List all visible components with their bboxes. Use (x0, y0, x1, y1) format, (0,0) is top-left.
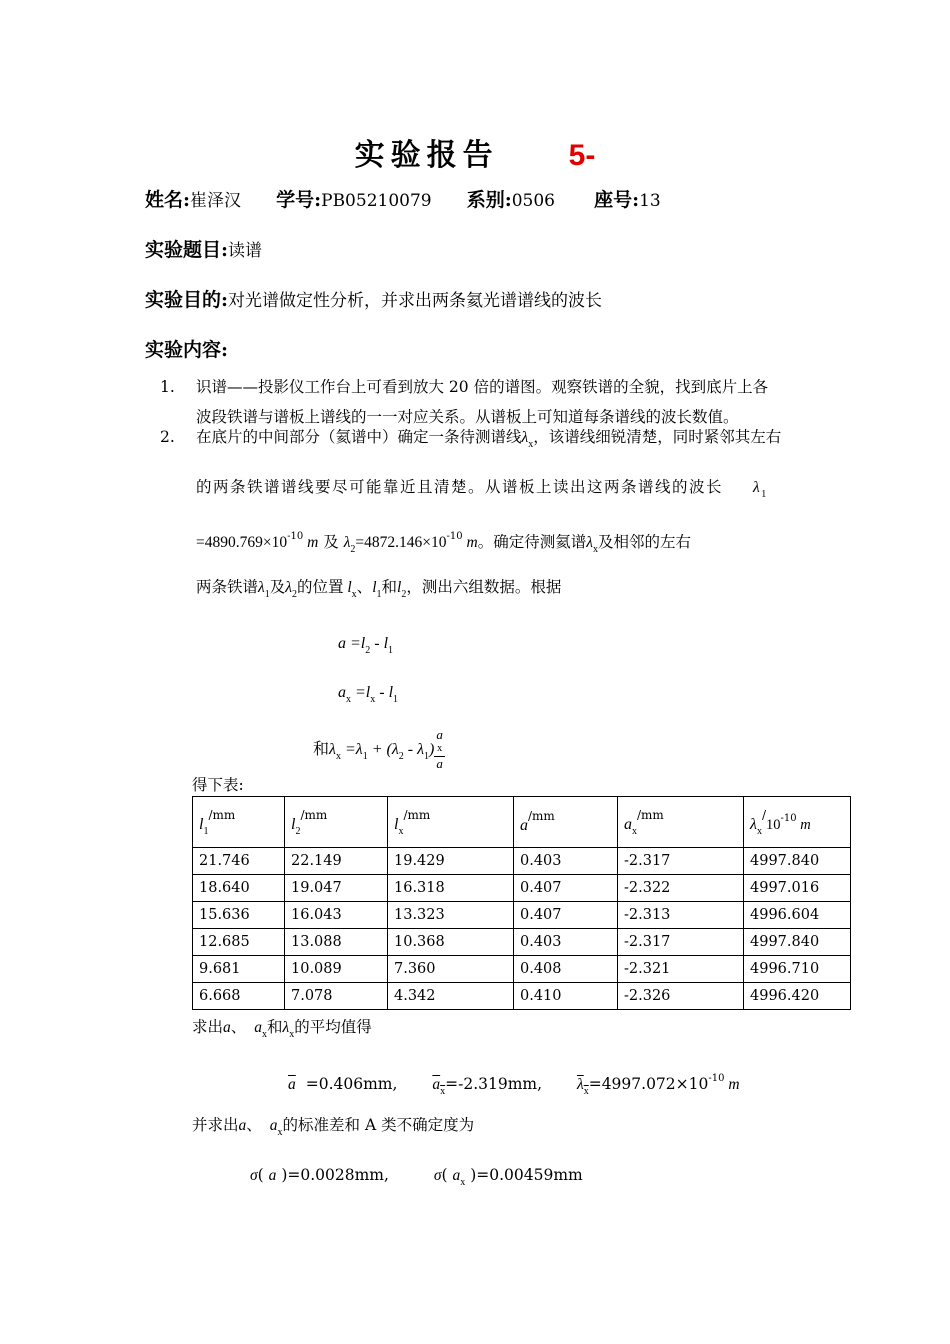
seat-label: 座号: (594, 189, 640, 211)
table-row: 18.640 19.047 16.318 0.407 -2.322 4997.016 (193, 875, 851, 902)
col-ax: $a_x^{/mm}$ (618, 797, 744, 848)
std-intro: 并求出a、 $a_x$的标准差和 A 类不确定度为 (192, 1116, 475, 1138)
table-row: 12.685 13.088 10.368 0.403 -2.317 4997.840 (193, 929, 851, 956)
dept-value: 0506 (511, 191, 555, 211)
table-row: 6.668 7.078 4.342 0.410 -2.326 4996.420 (193, 983, 851, 1010)
student-info (145, 185, 661, 212)
col-l2: $l_2^{/mm}$ (285, 797, 388, 848)
col-lx: $l_x^{/mm}$ (388, 797, 514, 848)
page-title (0, 130, 950, 174)
content-heading: 实验内容: (145, 339, 229, 361)
col-lambda-x: $\lambda_x^/10^{-10}$ m (744, 797, 851, 848)
topic-line (145, 235, 262, 262)
purpose-label: 实验目的: (145, 289, 229, 311)
id-value: PB05210079 (321, 191, 432, 211)
report-number: 5- (568, 139, 596, 172)
formula-lambda: 和$\lambda_x =\lambda_1 + (\lambda_2 - \lambda_1)$ a x a (313, 727, 443, 771)
table-intro: 得下表: (192, 776, 244, 794)
purpose-line (145, 285, 602, 312)
formula-a: $a =l_2 - l_1$ (338, 635, 394, 656)
topic-label: 实验题目: (145, 239, 229, 261)
formula-ax: $a_x =l_x - l_1$ (338, 684, 399, 705)
item-2-line-2: 的两条铁谱谱线要尽可能靠近且清楚。从谱板上读出这两条谱线的波长 $\lambda_1$ (196, 478, 768, 500)
purpose-value: 对光谱做定性分析，并求出两条氦光谱谱线的波长 (228, 291, 603, 311)
col-a: $a^{/mm}$ (514, 797, 618, 848)
item-2: 2. 在底片的中间部分（氦谱中）确定一条待测谱线$\lambda_x$，该谱线细锐清楚，同时紧邻其左右 (160, 428, 782, 450)
avg-values: $\overline{a} =0.406mm$, $a_x=-2.319mm$, $\lambda_x=4997.072\times 10^{-10}$ m (288, 1073, 740, 1097)
data-table (192, 796, 851, 1010)
avg-intro: 求出a、 $a_x$和$\lambda_x$的平均值得 (192, 1018, 372, 1040)
title-text: 实验报告 (354, 138, 499, 173)
item-2-line-3: $=4890.769\times 10^{-10}$ m 及 $\lambda_2=4872.146\times 10^{-10}$ m。确定待测氦谱$\lambda_x$及相邻的左右 (196, 531, 691, 555)
table-header-row (193, 797, 851, 848)
table-row: 21.746 22.149 19.429 0.403 -2.317 4997.840 (193, 848, 851, 875)
col-l1: $l_1^{/mm}$ (193, 797, 285, 848)
std-values: σ( a )=0.0028mm, σ( $a_x$ )=0.00459mm (250, 1166, 583, 1188)
table-row: 15.636 16.043 13.323 0.407 -2.313 4996.604 (193, 902, 851, 929)
item-2-line-4: 两条铁谱$\lambda_1$及$\lambda_2$的位置 $l_x$、$l_1$和$l_2$，测出六组数据。根据 (196, 578, 562, 600)
dept-label: 系别: (466, 189, 512, 211)
table-row: 9.681 10.089 7.360 0.408 -2.321 4996.710 (193, 956, 851, 983)
name-label: 姓名: (145, 189, 191, 211)
name-value: 崔泽汉 (190, 191, 242, 211)
topic-value: 读谱 (228, 241, 263, 261)
id-label: 学号: (276, 189, 322, 211)
item-1: 1. 识谱——投影仪工作台上可看到放大 20 倍的谱图。观察铁谱的全貌，找到底片上各 波段铁谱与谱板上谱线的一一对应关系。从谱板上可知道每条谱线的波长数值。 (160, 378, 769, 426)
seat-value: 13 (639, 191, 661, 211)
